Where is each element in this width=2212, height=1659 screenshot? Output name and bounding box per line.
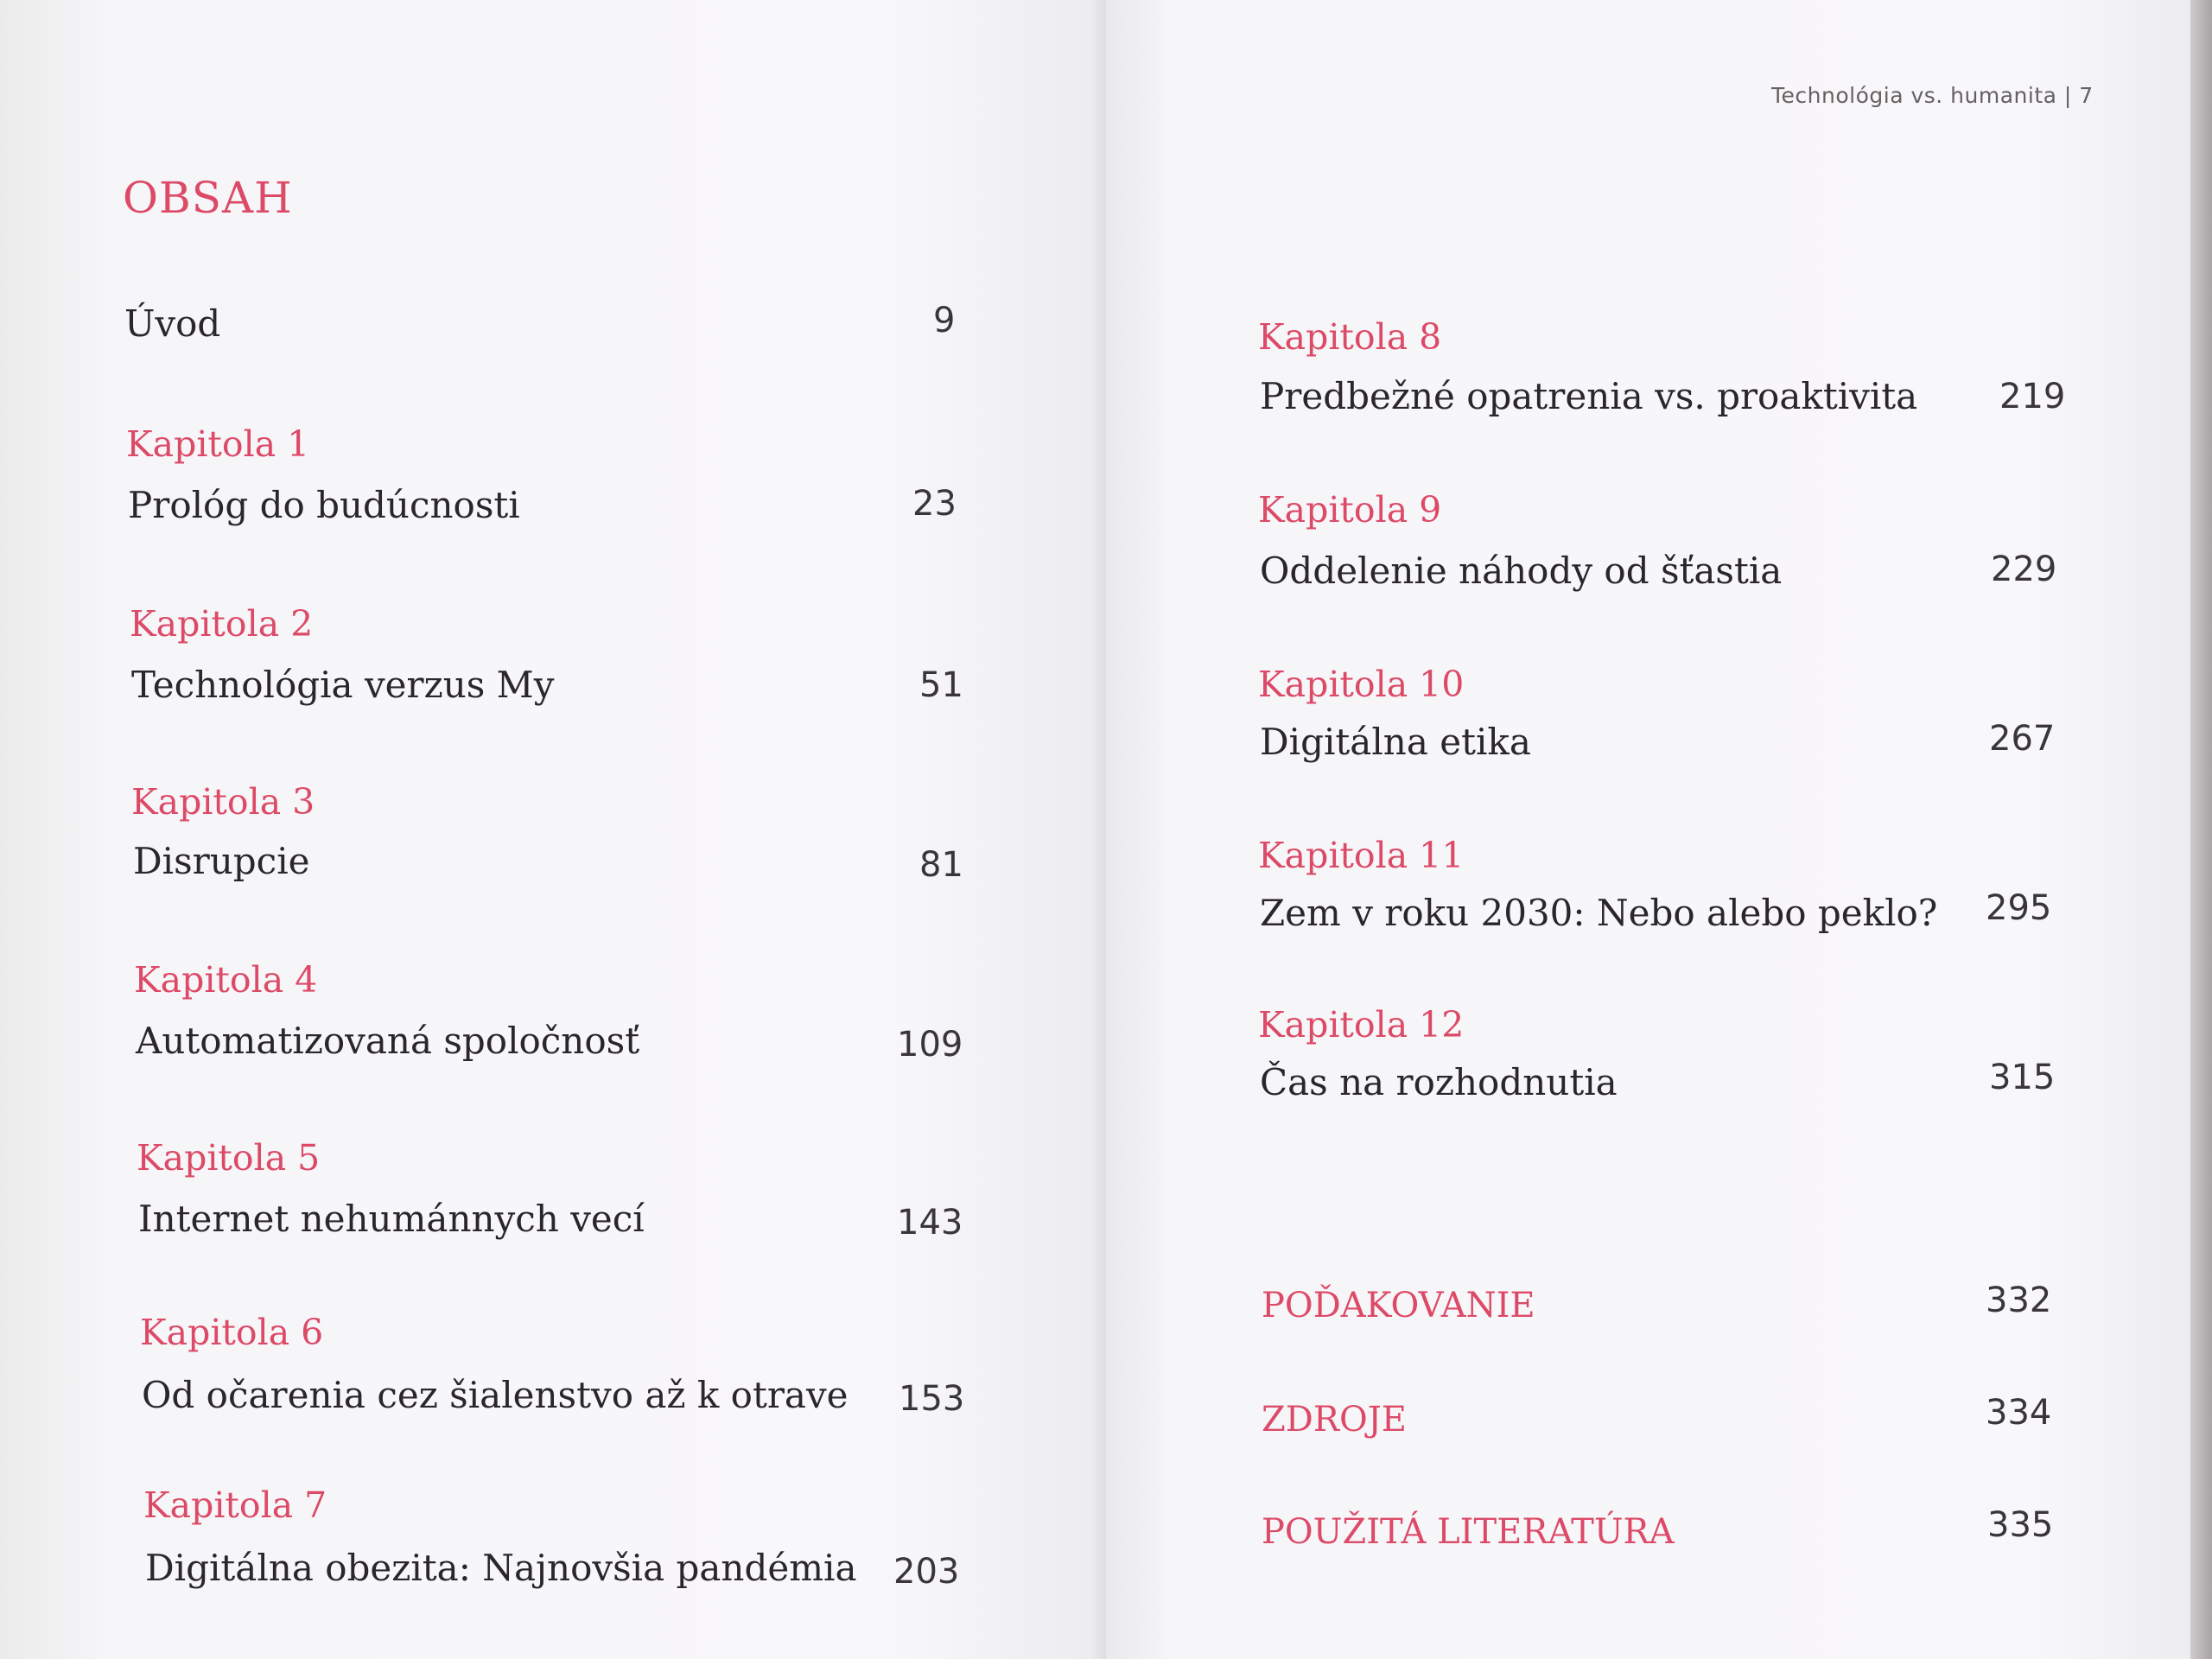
chapter-6-title: Od očarenia cez šialenstvo až k otrave (142, 1374, 849, 1416)
literature-title: POUŽITÁ LITERATÚRA (1262, 1512, 1675, 1552)
chapter-12-page: 315 (1989, 1058, 2056, 1097)
chapter-7-label: Kapitola 7 (143, 1484, 327, 1526)
chapter-2-page: 51 (919, 665, 963, 705)
acknowledgements-title: POĎAKOVANIE (1262, 1286, 1535, 1325)
chapter-4-title: Automatizovaná spoločnosť (136, 1020, 640, 1062)
chapter-1-page: 23 (912, 484, 957, 524)
chapter-11-title: Zem v roku 2030: Nebo alebo peklo? (1260, 892, 1938, 934)
chapter-6-label: Kapitola 6 (140, 1312, 324, 1353)
chapter-3-title: Disrupcie (133, 840, 310, 882)
intro-page: 9 (933, 301, 956, 340)
chapter-3-page: 81 (919, 845, 963, 885)
toc-title: OBSAH (123, 173, 293, 223)
chapter-12-label: Kapitola 12 (1258, 1004, 1465, 1046)
chapter-11-label: Kapitola 11 (1258, 835, 1465, 876)
chapter-7-page: 203 (893, 1552, 960, 1592)
chapter-12-title: Čas na rozhodnutia (1260, 1061, 1618, 1103)
chapter-8-title: Predbežné opatrenia vs. proaktivita (1260, 375, 1918, 417)
chapter-5-page: 143 (897, 1203, 963, 1243)
sources-page: 334 (1986, 1393, 2052, 1433)
acknowledgements-page: 332 (1986, 1281, 2052, 1320)
chapter-9-page: 229 (1991, 550, 2057, 589)
book-edge (2190, 0, 2212, 1659)
sources-title: ZDROJE (1262, 1400, 1408, 1440)
chapter-10-label: Kapitola 10 (1258, 664, 1465, 705)
chapter-3-label: Kapitola 3 (131, 781, 315, 823)
chapter-10-page: 267 (1989, 719, 2056, 759)
chapter-8-label: Kapitola 8 (1258, 316, 1442, 358)
chapter-5-title: Internet nehumánnych vecí (138, 1198, 645, 1240)
chapter-4-page: 109 (897, 1025, 963, 1065)
literature-page: 335 (1987, 1505, 2054, 1545)
chapter-9-label: Kapitola 9 (1258, 489, 1442, 531)
chapter-2-label: Kapitola 2 (130, 603, 314, 645)
chapter-1-title: Prológ do budúcnosti (128, 484, 520, 526)
chapter-11-page: 295 (1986, 888, 2052, 928)
chapter-5-label: Kapitola 5 (137, 1137, 321, 1179)
chapter-1-label: Kapitola 1 (126, 423, 310, 465)
intro-title: Úvod (124, 302, 221, 345)
chapter-7-title: Digitálna obezita: Najnovšia pandémia (145, 1547, 857, 1589)
right-page (1106, 0, 2190, 1659)
chapter-4-label: Kapitola 4 (134, 959, 318, 1001)
chapter-2-title: Technológia verzus My (131, 664, 555, 706)
chapter-9-title: Oddelenie náhody od šťastia (1260, 550, 1783, 592)
running-header: Technológia vs. humanita | 7 (1771, 83, 2094, 108)
chapter-8-page: 219 (1999, 377, 2066, 416)
chapter-6-page: 153 (899, 1379, 965, 1419)
chapter-10-title: Digitálna etika (1260, 721, 1531, 763)
